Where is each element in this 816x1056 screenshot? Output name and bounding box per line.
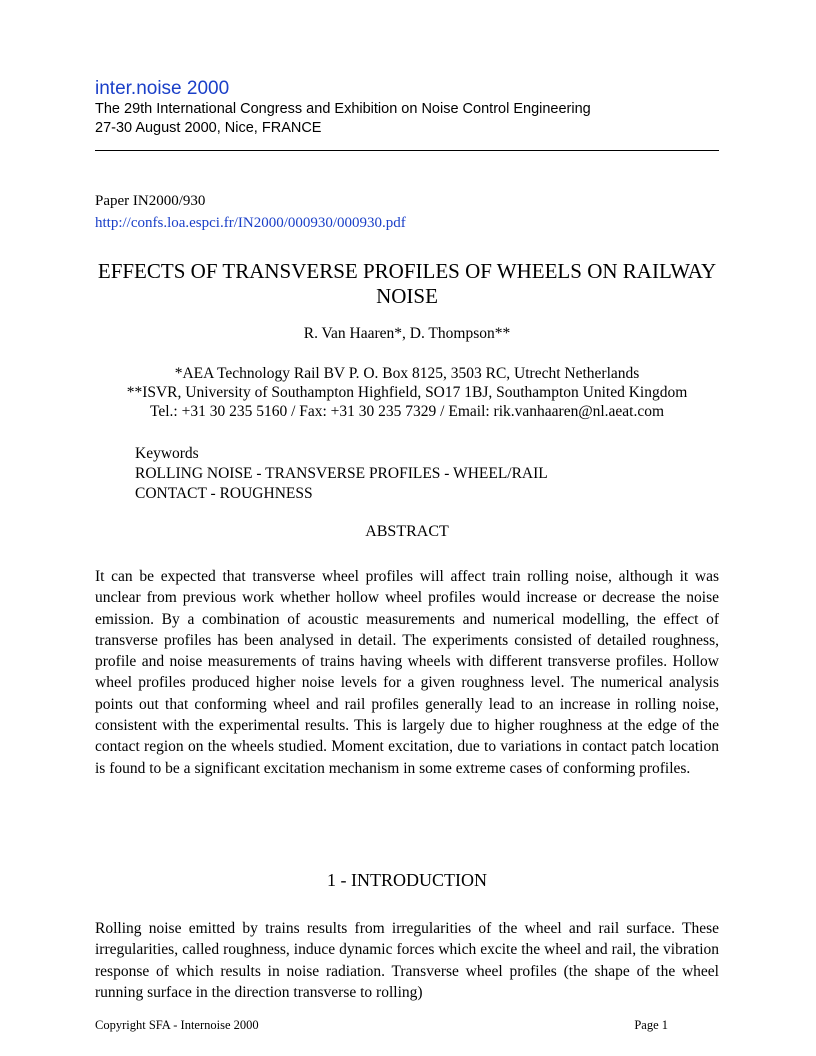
paper-number: Paper IN2000/930	[95, 193, 206, 209]
keywords-line-2: CONTACT - ROUGHNESS	[135, 485, 313, 502]
header-divider	[95, 150, 719, 151]
dates-location: 27-30 August 2000, Nice, FRANCE	[95, 120, 322, 136]
affiliation-2: **ISVR, University of Southampton Highfield, SO17 1BJ, Southampton United Kingdom	[126, 384, 688, 401]
footer-page-number: Page 1	[634, 1018, 668, 1032]
footer-copyright: Copyright SFA - Internoise 2000	[95, 1018, 259, 1032]
abstract-text: It can be expected that transverse wheel profiles will affect train rolling noise, although it was unclear from previous work whether hollow wheel profiles would increase or decrease the noise emission. By a combination of acoustic measurements and numerical modelling, the effect of transverse profiles has been analysed in detail. The experiments consisted of detailed roughness, profile and noise measurements of trains having wheels with different transverse profiles. Hollow wheel profiles produced higher noise levels for a given roughness level. The numerical analysis points out that conforming wheel and rail profiles generally lead to an increase in rolling noise, consistent with the experimental results. This is largely due to higher roughness at the edge of the contact region on the wheels studied. Moment excitation, due to variations in contact patch location is found to be a significant excitation mechanism in some extreme cases of conforming profiles.	[95, 568, 719, 777]
keywords-line-1: ROLLING NOISE - TRANSVERSE PROFILES - WHEEL/RAIL	[135, 465, 548, 482]
affiliation-1: *AEA Technology Rail BV P. O. Box 8125, 3503 RC, Utrecht Netherlands	[174, 365, 640, 382]
paper-authors: R. Van Haaren*, D. Thompson**	[303, 325, 511, 342]
keywords-label: Keywords	[135, 445, 199, 462]
contact-details: Tel.: +31 30 235 5160 / Fax: +31 30 235 7329 / Email: rik.vanhaaren@nl.aeat.com	[149, 403, 665, 420]
congress-line: The 29th International Congress and Exhibition on Noise Control Engineering	[95, 101, 591, 117]
paper-title: EFFECTS OF TRANSVERSE PROFILES OF WHEELS ON RAILWAY NOISE	[97, 259, 717, 308]
paper-url-link[interactable]: http://confs.loa.espci.fr/IN2000/000930/000930.pdf	[95, 215, 406, 231]
introduction-text: Rolling noise emitted by trains results from irregularities of the wheel and rail surface. These irregularities, called roughness, induce dynamic forces which excite the wheel and rail, the vibration response of which results in noise radiation. Transverse wheel profiles (the shape of the wheel running surface in the direction transverse to rolling)	[95, 920, 719, 1001]
abstract-heading: ABSTRACT	[365, 523, 449, 540]
introduction-heading: 1 - INTRODUCTION	[327, 870, 487, 890]
conference-name: inter.noise 2000	[95, 78, 230, 99]
